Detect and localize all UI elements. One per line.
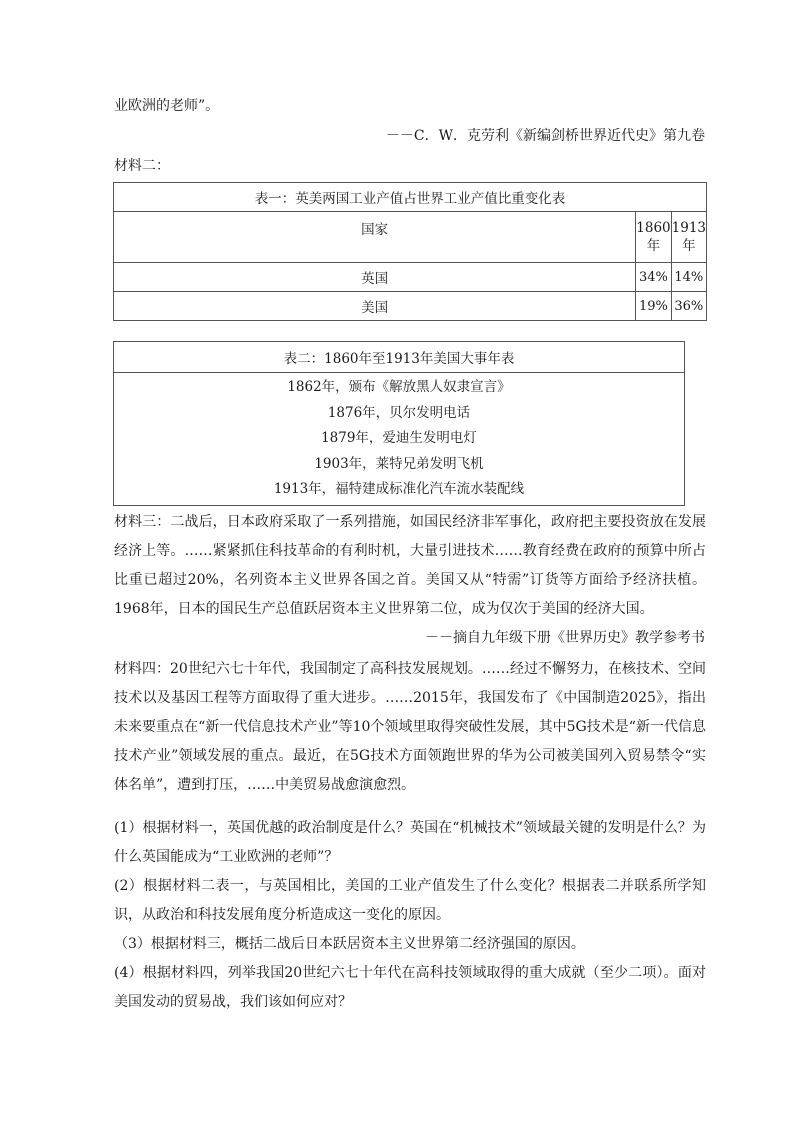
- question-1: (1）根据材料一，英国优越的政治制度是什么？英国在“机械技术”领域最关键的发明是什么？为什么英国能成为“工业欧洲的老师”？: [114, 820, 706, 865]
- table-row: [114, 292, 707, 321]
- table-row: [114, 263, 707, 292]
- table1-row1-1913: 14%: [671, 263, 706, 292]
- questions-block: [114, 814, 706, 1017]
- table1-col-1913: 1913年: [671, 212, 706, 263]
- material4-paragraph: [114, 655, 706, 800]
- table1-col-country: 国家: [114, 212, 636, 263]
- material3-text: 材料三：二战后，日本政府采取了一系列措施，如国民经济非军事化，政府把主要投资放在发展经济上等。……紧紧抓住科技革命的有利时机，大量引进技术……教育经费在政府的预算中所占比重已超过20%，名列资本主义世界各国之首。美国又从“特需”订货等方面给予经济扶植。1968年，日本的国民生产总值跃居资本主义世界第二位，成为仅次于美国的经济大国。: [114, 514, 706, 617]
- material4-text: 材料四：20世纪六七十年代，我国制定了高科技发展规划。……经过不懈努力，在核技术、空间技术以及基因工程等方面取得了重大进步。……2015年，我国发布了《中国制造2025》，指出未来要重点在“新一代信息技术产业”等10个领域里取得突破性发展，其中5G技术是“新一代信息技术产业”领域发展的重点。最近，在5G技术方面领跑世界的华为公司被美国列入贸易禁令“实体名单”，遭到打压，……中美贸易战愈演愈烈。: [114, 661, 706, 793]
- table1-row2-1913: 36%: [671, 292, 706, 321]
- table-industrial-output: [113, 182, 707, 321]
- source-citation-1: －－C．W．克劳利《新编剑桥世界近代史》第九卷: [385, 128, 705, 144]
- question-4: (4）根据材料四，列举我国20世纪六七十年代在高科技领域取得的重大成就（至少二项）。面对美国发动的贸易战，我们该如何应对？: [114, 965, 706, 1010]
- intro-tail-text: 业欧洲的老师”。: [114, 98, 220, 114]
- table1-row2-country: 美国: [114, 292, 636, 321]
- table1-title: 表一：英美两国工业产值占世界工业产值比重变化表: [114, 183, 707, 212]
- question-3: （3）根据材料三，概括二战后日本跃居资本主义世界第二经济强国的原因。: [114, 936, 585, 952]
- table2-title: 表二：1860年至1913年美国大事年表: [114, 342, 685, 373]
- question-2: (2）根据材料二表一，与英国相比，美国的工业产值发生了什么变化？根据表二并联系所学知识，从政治和科技发展角度分析造成这一变化的原因。: [114, 878, 706, 923]
- table1-col-1860: 1860年: [636, 212, 671, 263]
- material3-paragraph: [114, 508, 706, 624]
- material2-label: 材料二：: [114, 158, 170, 174]
- list-item: 1879年，爱迪生发明电灯: [321, 430, 477, 446]
- source-citation-3: －－摘自九年级下册《世界历史》教学参考书: [425, 630, 705, 646]
- table1-row2-1860: 19%: [636, 292, 671, 321]
- list-item: 1876年，贝尔发明电话: [327, 404, 471, 421]
- list-item: 1862年，颁布《解放黑人奴隶宣言》: [287, 379, 511, 395]
- table1-row1-country: 英国: [114, 263, 636, 292]
- table-us-events: [113, 341, 685, 506]
- list-item: 1913年，福特建成标准化汽车流水装配线: [273, 481, 525, 497]
- table1-row1-1860: 34%: [636, 263, 671, 292]
- list-item: 1903年，莱特兄弟发明飞机: [314, 455, 484, 472]
